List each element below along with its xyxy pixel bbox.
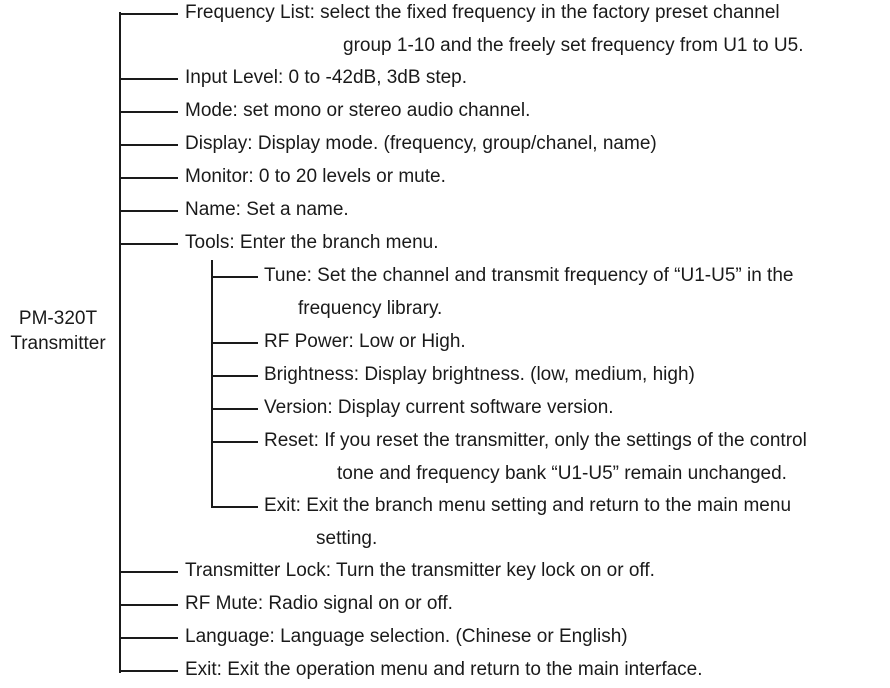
tools-branch-line: [211, 375, 258, 377]
main-menu-item: RF Mute: Radio signal on or off.: [185, 593, 453, 614]
main-branch-line: [119, 604, 178, 606]
main-branch-line: [119, 111, 178, 113]
main-menu-item: Exit: Exit the operation menu and return to the main interface.: [185, 659, 703, 680]
main-branch-line: [119, 637, 178, 639]
main-branch-line: [119, 571, 178, 573]
tools-menu-item: Brightness: Display brightness. (low, medium, high): [264, 364, 695, 385]
tools-menu-item-continued: setting.: [316, 528, 378, 549]
main-menu-item: Transmitter Lock: Turn the transmitter key lock on or off.: [185, 560, 655, 581]
main-branch-line: [119, 144, 178, 146]
main-branch-line: [119, 243, 178, 245]
main-menu-item: Frequency List: select the fixed frequency in the factory preset channel: [185, 2, 780, 23]
main-branch-line: [119, 670, 178, 672]
tools-menu-item: RF Power: Low or High.: [264, 331, 466, 352]
tools-branch-line: [211, 276, 258, 278]
main-branch-line: [119, 78, 178, 80]
tools-menu-item: Reset: If you reset the transmitter, only the settings of the control: [264, 430, 807, 451]
main-menu-item: Tools: Enter the branch menu.: [185, 232, 439, 253]
tools-sub-trunk-line: [211, 260, 213, 508]
main-branch-line: [119, 177, 178, 179]
tools-menu-item: Tune: Set the channel and transmit frequency of “U1-U5” in the: [264, 265, 794, 286]
main-branch-line: [119, 13, 178, 15]
root-label: [0, 306, 116, 356]
tools-branch-line: [211, 506, 258, 508]
tools-branch-line: [211, 441, 258, 443]
main-menu-item: Display: Display mode. (frequency, group/chanel, name): [185, 133, 657, 154]
main-branch-line: [119, 210, 178, 212]
main-menu-item-continued: group 1-10 and the freely set frequency from U1 to U5.: [343, 35, 804, 56]
root-model-name: PM-320T: [18, 308, 98, 329]
tools-menu-item-continued: frequency library.: [298, 298, 443, 319]
main-menu-item: Mode: set mono or stereo audio channel.: [185, 100, 531, 121]
root-device-type: Transmitter: [10, 333, 106, 354]
main-menu-item: Name: Set a name.: [185, 199, 349, 220]
main-menu-item: Language: Language selection. (Chinese or English): [185, 626, 628, 647]
tools-branch-line: [211, 408, 258, 410]
main-menu-item: Monitor: 0 to 20 levels or mute.: [185, 166, 446, 187]
main-menu-item: Input Level: 0 to -42dB, 3dB step.: [185, 67, 468, 88]
tools-branch-line: [211, 342, 258, 344]
tools-menu-item-continued: tone and frequency bank “U1-U5” remain unchanged.: [337, 463, 787, 484]
tools-menu-item: Version: Display current software version.: [264, 397, 614, 418]
tools-menu-item: Exit: Exit the branch menu setting and return to the main menu: [264, 495, 792, 516]
